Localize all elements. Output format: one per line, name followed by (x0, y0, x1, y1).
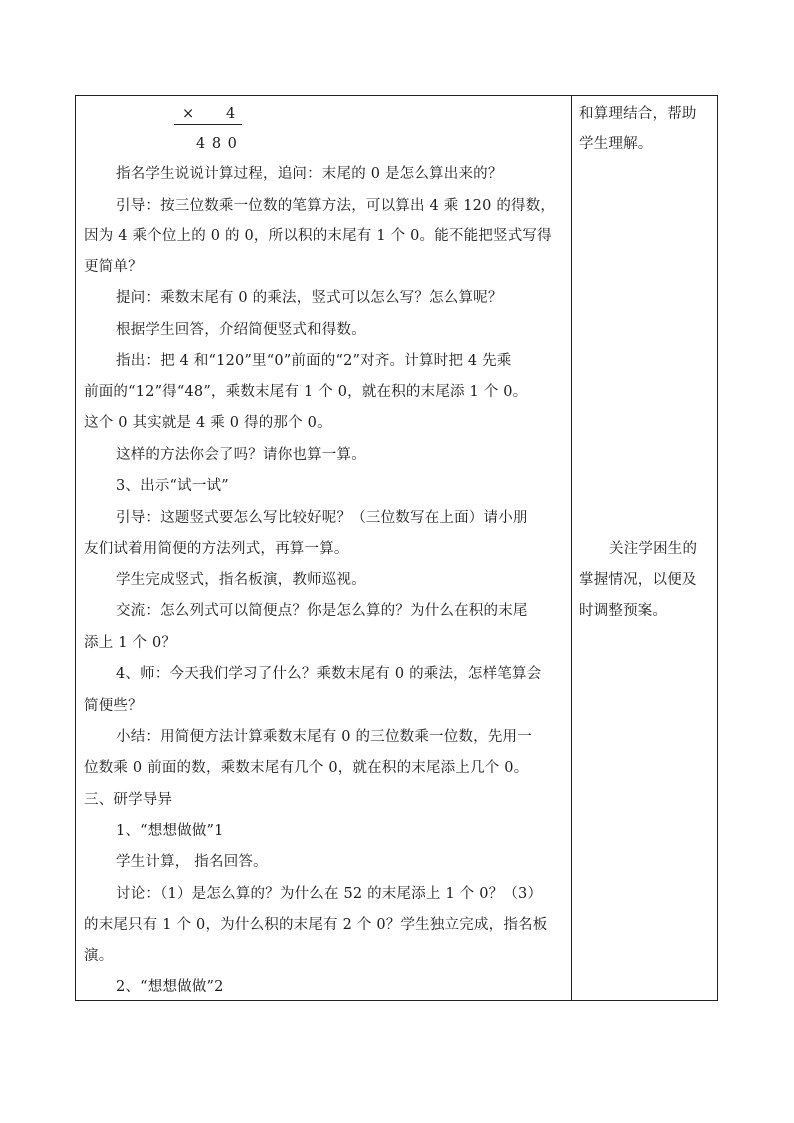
side-note-line: 关注学困生的 (609, 541, 698, 557)
paragraph-line: 这个 0 其实就是 4 乘 0 得的那个 0。 (84, 415, 332, 431)
multiply-sign: × (182, 106, 195, 122)
side-note-line: 掌握情况，以便及 (579, 572, 697, 588)
paragraph-line: 交流：怎么列式可以简便点？你是怎么算的？为什么在积的末尾 (116, 603, 528, 619)
teaching-process-column (76, 96, 571, 1000)
paragraph-line: 的末尾只有 1 个 0，为什么积的末尾有 2 个 0？学生独立完成，指名板 (84, 917, 548, 933)
paragraph-line: 因为 4 乘个位上的 0 的 0，所以积的末尾有 1 个 0。能不能把竖式写得 (84, 228, 552, 244)
paragraph-line: 前面的“12”得“48”，乘数末尾有 1 个 0，就在积的末尾添 1 个 0。 (84, 384, 528, 400)
side-note-line: 学生理解。 (579, 136, 653, 152)
subsection-heading: 1、“想想做做”1 (116, 823, 224, 839)
paragraph-line: 4、师：今天我们学习了什么？乘数末尾有 0 的乘法，怎样笔算会 (116, 666, 542, 682)
paragraph-line: 学生完成竖式，指名板演，教师巡视。 (116, 572, 366, 588)
paragraph-line: 学生计算， 指名回答。 (116, 854, 268, 870)
paragraph-line: 引导：按三位数乘一位数的笔算方法，可以算出 4 乘 120 的得数， (116, 198, 556, 214)
paragraph-line: 小结：用简便方法计算乘数末尾有 0 的三位数乘一位数，先用一 (116, 729, 532, 745)
paragraph-line: 引导：这题竖式要怎么写比较好呢？（三位数写在上面）请小朋 (116, 510, 528, 526)
lesson-plan-table (75, 95, 718, 1001)
side-note-line: 和算理结合，帮助 (579, 106, 697, 122)
side-note-line: 时调整预案。 (579, 603, 668, 619)
section-heading: 三、研学导异 (84, 792, 173, 808)
multiplier-digit: 4 (226, 106, 236, 122)
subsection-heading: 2、“想想做做”2 (116, 979, 224, 995)
paragraph-line: 指出：把 4 和“120”里“0”前面的“2”对齐。计算时把 4 先乘 (116, 353, 512, 369)
design-intent-column (572, 96, 718, 1000)
paragraph-line: 指名学生说说计算过程，追问：末尾的 0 是怎么算出来的？ (116, 166, 503, 182)
vertical-calc-result: 4 8 0 (196, 136, 238, 152)
paragraph-line: 简便些？ (84, 698, 143, 714)
vertical-calc-multiplier-row (174, 104, 242, 125)
paragraph-line: 讨论：（1）是怎么算的？为什么在 52 的末尾添上 1 个 0？（3） (116, 886, 543, 902)
paragraph-line: 提问：乘数末尾有 0 的乘法，竖式可以怎么写？怎么算呢？ (116, 290, 503, 306)
paragraph-line: 更简单？ (84, 259, 143, 275)
paragraph-line: 友们试着用简便的方法列式，再算一算。 (84, 541, 349, 557)
paragraph-line: 演。 (84, 948, 114, 964)
paragraph-line: 添上 1 个 0？ (84, 635, 177, 651)
section-heading: 3、出示“试一试” (116, 478, 229, 494)
paragraph-line: 位数乘 0 前面的数，乘数末尾有几个 0，就在积的末尾添上几个 0。 (84, 760, 529, 776)
paragraph-line: 这样的方法你会了吗？请你也算一算。 (116, 447, 366, 463)
paragraph-line: 根据学生回答，介绍简便竖式和得数。 (116, 322, 366, 338)
